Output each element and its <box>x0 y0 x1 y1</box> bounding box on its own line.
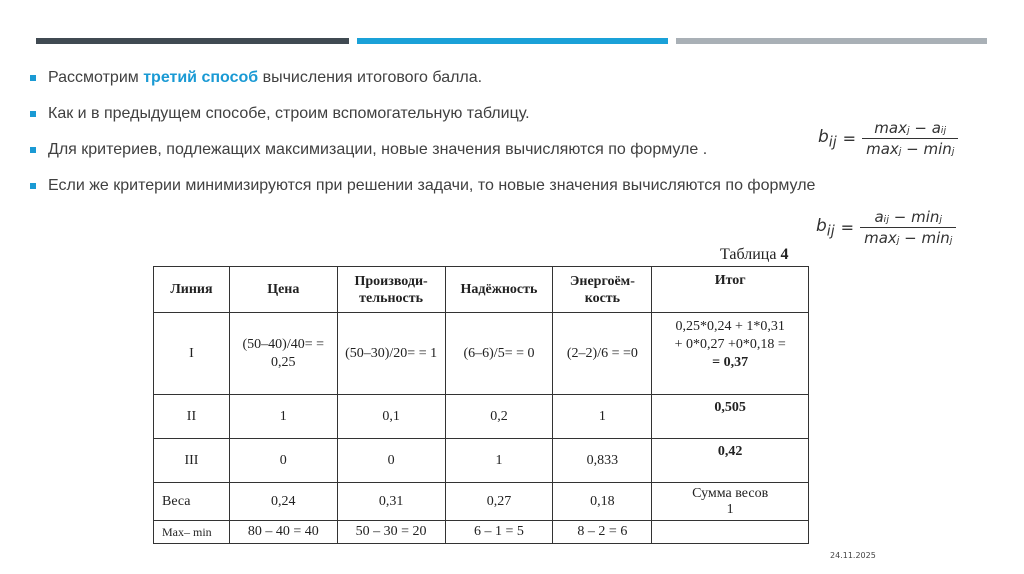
table-cell: 1 <box>553 395 652 439</box>
formula-maximization: $b_{ij}$ = $\frac{\text{maxⱼ − aᵢⱼ}}{\text{maxⱼ − minⱼ}}$ <box>818 119 958 158</box>
table-cell: (6–6)/5= = 0 <box>445 313 553 395</box>
table-cell: 6 – 1 = 5 <box>445 521 553 544</box>
table-row <box>154 439 809 483</box>
table-cell: 0,24 <box>229 483 337 521</box>
header-cell: Линия <box>154 267 230 313</box>
header-bar-dark <box>36 38 349 44</box>
table-row <box>154 521 809 544</box>
table-row <box>154 395 809 439</box>
table-cell: 50 – 30 = 20 <box>337 521 445 544</box>
highlight-text: третий способ <box>143 69 259 86</box>
table-row <box>154 313 809 395</box>
formula-numerator: maxⱼ − aᵢⱼ <box>874 119 947 137</box>
row-label: Веса <box>154 483 230 521</box>
table-cell: 0,31 <box>337 483 445 521</box>
table-cell: 8 – 2 = 6 <box>553 521 652 544</box>
row-label: III <box>154 439 230 483</box>
bullet-item: Рассмотрим третий способ вычисления итогового балла. <box>30 66 930 102</box>
header-cell: Цена <box>229 267 337 313</box>
row-label: Max– min <box>154 521 230 544</box>
table-cell: 1 <box>445 439 553 483</box>
header-cell: Энергоём-кость <box>553 267 652 313</box>
table-cell: (50–40)/40= = 0,25 <box>229 313 337 395</box>
bullet-square-icon <box>30 111 36 117</box>
table-cell: 1 <box>229 395 337 439</box>
row-label: I <box>154 313 230 395</box>
table-caption: Таблица 4 <box>720 246 789 263</box>
bullet-item: Для критериев, подлежащих максимизации, новые значения вычисляются по формуле . <box>30 138 930 174</box>
total-cell: Сумма весов 1 <box>652 483 809 521</box>
table-cell: 80 – 40 = 40 <box>229 521 337 544</box>
formula-minimization: $b_{ij}$ = $\frac{\text{aᵢⱼ − minⱼ}}{\text{maxⱼ − minⱼ}}$ <box>816 208 956 247</box>
formula-denominator: maxⱼ − minⱼ <box>860 227 956 247</box>
table-cell: 0 <box>337 439 445 483</box>
table-cell: 0,18 <box>553 483 652 521</box>
total-cell: 0,25*0,24 + 1*0,31 + 0*0,27 +0*0,18 = = 0,37 <box>652 313 809 395</box>
table-cell: (2–2)/6 = =0 <box>553 313 652 395</box>
formula-numerator: aᵢⱼ − minⱼ <box>874 208 942 226</box>
table-cell: (50–30)/20= = 1 <box>337 313 445 395</box>
header-cell: Надёжность <box>445 267 553 313</box>
table-row <box>154 483 809 521</box>
bullet-item: Как и в предыдущем способе, строим вспомогательную таблицу. <box>30 102 930 138</box>
total-cell <box>652 521 809 544</box>
header-bar-blue <box>357 38 668 44</box>
table-cell: 0 <box>229 439 337 483</box>
table-cell: 0,1 <box>337 395 445 439</box>
header-cell: Производи-тельность <box>337 267 445 313</box>
table-cell: 0,27 <box>445 483 553 521</box>
bullet-item: Если же критерии минимизируются при решении задачи, то новые значения вычисляются по формуле <box>30 174 930 210</box>
bullet-list <box>30 66 930 210</box>
bullet-square-icon <box>30 147 36 153</box>
slide-date: 24.11.2025 <box>830 551 876 560</box>
total-cell: 0,42 <box>652 439 809 483</box>
row-label: II <box>154 395 230 439</box>
formula-denominator: maxⱼ − minⱼ <box>862 138 958 158</box>
header-bar-gray <box>676 38 987 44</box>
bullet-square-icon <box>30 183 36 189</box>
header-cell: Итог <box>652 267 809 313</box>
total-cell: 0,505 <box>652 395 809 439</box>
table-header-row <box>154 267 809 313</box>
table-cell: 0,2 <box>445 395 553 439</box>
scores-table <box>153 266 809 544</box>
bullet-square-icon <box>30 75 36 81</box>
table-cell: 0,833 <box>553 439 652 483</box>
